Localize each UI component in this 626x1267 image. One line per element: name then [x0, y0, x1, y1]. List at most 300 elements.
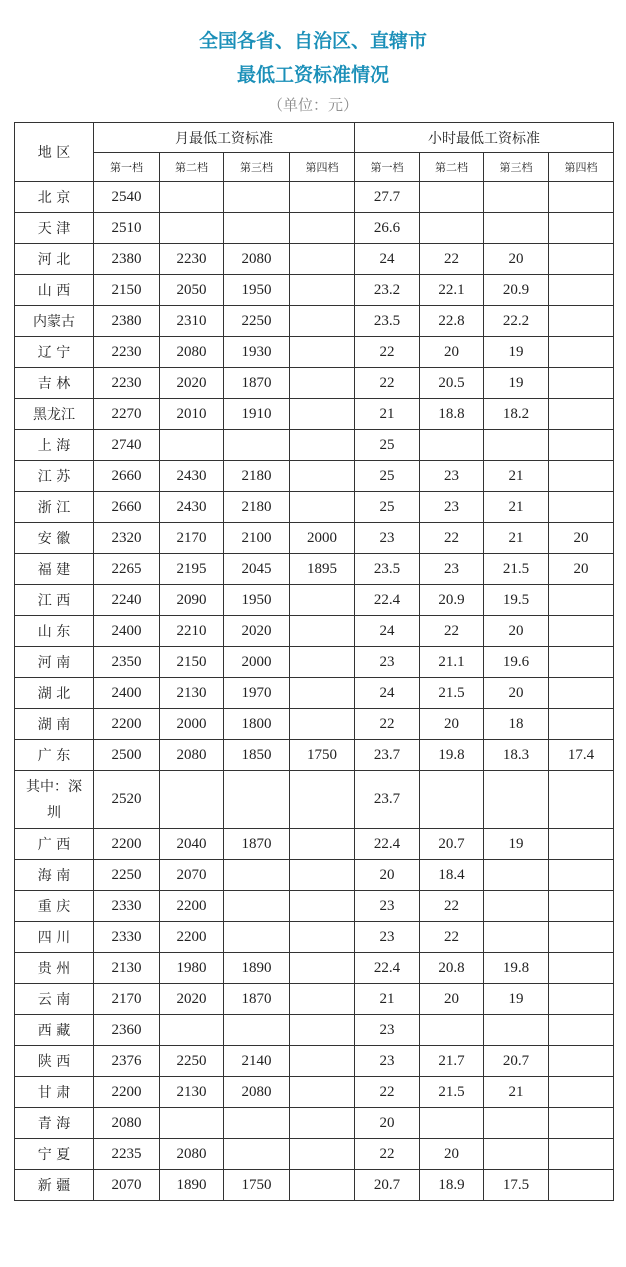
- monthly-tier-1-cell: 2230: [94, 337, 160, 368]
- monthly-tier-4-cell: [290, 368, 355, 399]
- table-row: [15, 984, 614, 1015]
- hourly-header: 小时最低工资标准: [355, 123, 614, 153]
- monthly-tier-1-cell: 2350: [94, 647, 160, 678]
- hourly-tier-3-cell: 20: [484, 616, 549, 647]
- page-title: 全国各省、自治区、直辖市: [198, 30, 427, 52]
- region-name: 陕 西: [37, 1054, 71, 1070]
- monthly-tier-2-cell: [160, 213, 224, 244]
- table-row: [15, 182, 614, 213]
- monthly-tier-4-cell: [290, 616, 355, 647]
- monthly-tier-1-cell: 2660: [94, 461, 160, 492]
- monthly-tier-1-cell: 2500: [94, 740, 160, 771]
- hourly-tier-2-cell: [420, 771, 484, 829]
- monthly-tier-2-cell: 2050: [160, 275, 224, 306]
- hourly-tier-2-cell: 22.8: [420, 306, 484, 337]
- hourly-tier-1-cell: 20.7: [355, 1170, 420, 1201]
- region-cell: [15, 492, 94, 523]
- hourly-tier-2-header: 第二档: [420, 153, 484, 182]
- monthly-tier-1-cell: 2740: [94, 430, 160, 461]
- region-name: 辽 宁: [37, 345, 71, 361]
- hourly-tier-4-cell: [549, 399, 614, 430]
- region-name: 吉 林: [37, 376, 71, 392]
- hourly-tier-4-cell: [549, 922, 614, 953]
- region-cell: [15, 213, 94, 244]
- monthly-tier-3-cell: 1930: [224, 337, 290, 368]
- region-cell: [15, 461, 94, 492]
- monthly-tier-4-cell: [290, 860, 355, 891]
- monthly-tier-3-cell: 2100: [224, 523, 290, 554]
- region-cell: [15, 1139, 94, 1170]
- table-row: [15, 860, 614, 891]
- monthly-tier-3-cell: 2180: [224, 461, 290, 492]
- hourly-tier-4-cell: [549, 616, 614, 647]
- hourly-tier-1-cell: 23: [355, 647, 420, 678]
- monthly-tier-2-cell: 2150: [160, 647, 224, 678]
- monthly-tier-3-cell: 2000: [224, 647, 290, 678]
- hourly-tier-2-cell: 20.7: [420, 829, 484, 860]
- hourly-tier-4-cell: [549, 1077, 614, 1108]
- region-cell: [15, 922, 94, 953]
- hourly-tier-4-cell: [549, 891, 614, 922]
- region-name: 浙 江: [37, 500, 71, 516]
- hourly-tier-1-cell: 25: [355, 430, 420, 461]
- hourly-tier-3-cell: 19: [484, 337, 549, 368]
- hourly-tier-4-cell: [549, 368, 614, 399]
- hourly-tier-1-header: 第一档: [355, 153, 420, 182]
- hourly-tier-1-cell: 22.4: [355, 585, 420, 616]
- monthly-tier-1-header: 第一档: [94, 153, 160, 182]
- monthly-tier-3-cell: [224, 891, 290, 922]
- region-cell: [15, 678, 94, 709]
- hourly-tier-4-cell: [549, 430, 614, 461]
- monthly-tier-3-cell: [224, 860, 290, 891]
- hourly-tier-2-cell: 22.1: [420, 275, 484, 306]
- monthly-tier-3-cell: [224, 922, 290, 953]
- hourly-tier-1-cell: 20: [355, 860, 420, 891]
- monthly-tier-2-cell: 2040: [160, 829, 224, 860]
- monthly-tier-1-cell: 2376: [94, 1046, 160, 1077]
- hourly-tier-4-cell: [549, 647, 614, 678]
- hourly-tier-2-cell: 23: [420, 461, 484, 492]
- monthly-tier-2-cell: 2250: [160, 1046, 224, 1077]
- region-cell: [15, 430, 94, 461]
- hourly-tier-4-cell: [549, 1139, 614, 1170]
- monthly-tier-1-cell: 2200: [94, 709, 160, 740]
- hourly-tier-1-cell: 20: [355, 1108, 420, 1139]
- hourly-tier-2-cell: 23: [420, 492, 484, 523]
- monthly-tier-3-cell: [224, 1015, 290, 1046]
- monthly-tier-4-cell: [290, 891, 355, 922]
- monthly-tier-2-cell: 1980: [160, 953, 224, 984]
- monthly-tier-1-cell: 2520: [94, 771, 160, 829]
- hourly-tier-4-cell: [549, 953, 614, 984]
- monthly-tier-3-cell: [224, 213, 290, 244]
- hourly-tier-2-cell: [420, 213, 484, 244]
- hourly-tier-3-cell: 21: [484, 461, 549, 492]
- region-cell: [15, 740, 94, 771]
- region-name: 重 庆: [37, 899, 71, 915]
- monthly-tier-4-cell: [290, 922, 355, 953]
- hourly-tier-2-cell: 20.9: [420, 585, 484, 616]
- table-row: [15, 1077, 614, 1108]
- monthly-tier-1-cell: 2150: [94, 275, 160, 306]
- hourly-tier-1-cell: 23: [355, 1015, 420, 1046]
- hourly-tier-1-cell: 23.5: [355, 306, 420, 337]
- table-row: [15, 306, 614, 337]
- table-row: [15, 771, 614, 829]
- hourly-tier-2-cell: 20.8: [420, 953, 484, 984]
- hourly-tier-2-cell: [420, 182, 484, 213]
- hourly-tier-2-cell: 22: [420, 891, 484, 922]
- hourly-tier-2-cell: 18.8: [420, 399, 484, 430]
- monthly-tier-2-cell: 2200: [160, 891, 224, 922]
- monthly-tier-2-cell: 2000: [160, 709, 224, 740]
- monthly-tier-1-cell: 2200: [94, 1077, 160, 1108]
- region-name: 其中：深圳: [26, 778, 82, 821]
- monthly-tier-4-cell: [290, 1015, 355, 1046]
- monthly-tier-4-cell: [290, 306, 355, 337]
- monthly-tier-2-cell: [160, 771, 224, 829]
- monthly-tier-3-cell: 1950: [224, 585, 290, 616]
- region-header: 地 区: [15, 123, 94, 182]
- region-name: 西 藏: [37, 1023, 71, 1039]
- table-row: [15, 368, 614, 399]
- hourly-tier-4-header: 第四档: [549, 153, 614, 182]
- monthly-tier-3-header: 第三档: [224, 153, 290, 182]
- hourly-tier-4-cell: [549, 829, 614, 860]
- monthly-tier-3-cell: 2045: [224, 554, 290, 585]
- region-cell: [15, 275, 94, 306]
- hourly-tier-2-cell: 19.8: [420, 740, 484, 771]
- hourly-tier-3-cell: [484, 182, 549, 213]
- monthly-tier-1-cell: 2360: [94, 1015, 160, 1046]
- unit-note: （单位：元）: [267, 96, 358, 114]
- monthly-tier-2-cell: 2020: [160, 368, 224, 399]
- monthly-tier-4-header: 第四档: [290, 153, 355, 182]
- hourly-tier-3-cell: 20: [484, 678, 549, 709]
- region-name: 青 海: [37, 1116, 71, 1132]
- hourly-tier-4-cell: [549, 1108, 614, 1139]
- monthly-tier-1-cell: 2270: [94, 399, 160, 430]
- hourly-tier-4-cell: [549, 182, 614, 213]
- region-cell: [15, 182, 94, 213]
- region-name: 云 南: [37, 992, 71, 1008]
- table-row: [15, 740, 614, 771]
- hourly-tier-3-cell: 20: [484, 244, 549, 275]
- hourly-tier-3-cell: 19.8: [484, 953, 549, 984]
- monthly-tier-1-cell: 2265: [94, 554, 160, 585]
- region-name: 山 西: [37, 283, 71, 299]
- monthly-tier-1-cell: 2130: [94, 953, 160, 984]
- hourly-tier-1-cell: 22: [355, 337, 420, 368]
- monthly-tier-1-cell: 2320: [94, 523, 160, 554]
- hourly-tier-1-cell: 23.2: [355, 275, 420, 306]
- monthly-header: 月最低工资标准: [94, 123, 355, 153]
- monthly-tier-4-cell: 2000: [290, 523, 355, 554]
- hourly-tier-2-cell: 20.5: [420, 368, 484, 399]
- page-subtitle: 最低工资标准情况: [236, 64, 389, 86]
- monthly-tier-3-cell: 2080: [224, 1077, 290, 1108]
- region-cell: [15, 585, 94, 616]
- hourly-tier-4-cell: [549, 461, 614, 492]
- region-cell: [15, 709, 94, 740]
- hourly-tier-3-cell: 19: [484, 368, 549, 399]
- region-cell: [15, 647, 94, 678]
- monthly-tier-3-cell: 2140: [224, 1046, 290, 1077]
- hourly-tier-1-cell: 23.7: [355, 771, 420, 829]
- region-cell: [15, 616, 94, 647]
- monthly-tier-2-cell: 1890: [160, 1170, 224, 1201]
- hourly-tier-2-cell: 20: [420, 1139, 484, 1170]
- hourly-tier-3-cell: 18.3: [484, 740, 549, 771]
- table-row: [15, 1108, 614, 1139]
- monthly-tier-1-cell: 2330: [94, 922, 160, 953]
- hourly-tier-3-cell: [484, 922, 549, 953]
- table-row: [15, 244, 614, 275]
- hourly-tier-1-cell: 21: [355, 984, 420, 1015]
- hourly-tier-3-cell: 20.9: [484, 275, 549, 306]
- table-row: [15, 275, 614, 306]
- monthly-tier-2-cell: 2090: [160, 585, 224, 616]
- hourly-tier-4-cell: [549, 860, 614, 891]
- hourly-tier-4-cell: 20: [549, 554, 614, 585]
- monthly-tier-1-cell: 2330: [94, 891, 160, 922]
- monthly-tier-3-cell: 2020: [224, 616, 290, 647]
- hourly-tier-2-cell: 20: [420, 984, 484, 1015]
- hourly-tier-1-cell: 27.7: [355, 182, 420, 213]
- hourly-tier-3-cell: [484, 430, 549, 461]
- region-name: 北 京: [37, 190, 71, 206]
- monthly-tier-3-cell: [224, 1108, 290, 1139]
- monthly-tier-4-cell: [290, 182, 355, 213]
- monthly-tier-4-cell: [290, 1046, 355, 1077]
- region-cell: [15, 984, 94, 1015]
- table-row: [15, 709, 614, 740]
- hourly-tier-1-cell: 23.5: [355, 554, 420, 585]
- table-row: [15, 1170, 614, 1201]
- hourly-tier-3-header: 第三档: [484, 153, 549, 182]
- monthly-tier-3-cell: 1870: [224, 368, 290, 399]
- region-cell: [15, 368, 94, 399]
- hourly-tier-1-cell: 23: [355, 891, 420, 922]
- hourly-tier-3-cell: 19: [484, 984, 549, 1015]
- hourly-tier-4-cell: [549, 678, 614, 709]
- hourly-tier-2-cell: 21.5: [420, 678, 484, 709]
- minimum-wage-table: [14, 122, 614, 1201]
- monthly-tier-2-cell: [160, 182, 224, 213]
- hourly-tier-2-cell: 21.1: [420, 647, 484, 678]
- monthly-tier-4-cell: [290, 1170, 355, 1201]
- monthly-tier-3-cell: 1890: [224, 953, 290, 984]
- hourly-tier-2-cell: 22: [420, 244, 484, 275]
- monthly-tier-1-cell: 2400: [94, 616, 160, 647]
- table-row: [15, 647, 614, 678]
- region-name: 江 苏: [37, 469, 71, 485]
- monthly-tier-3-cell: 1750: [224, 1170, 290, 1201]
- hourly-tier-3-cell: [484, 771, 549, 829]
- table-row: [15, 1046, 614, 1077]
- hourly-tier-1-cell: 22.4: [355, 829, 420, 860]
- monthly-tier-3-cell: [224, 1139, 290, 1170]
- hourly-tier-4-cell: [549, 585, 614, 616]
- monthly-tier-2-cell: 2310: [160, 306, 224, 337]
- monthly-tier-4-cell: [290, 953, 355, 984]
- region-cell: [15, 399, 94, 430]
- table-row: [15, 430, 614, 461]
- monthly-tier-4-cell: 1895: [290, 554, 355, 585]
- monthly-tier-4-cell: [290, 984, 355, 1015]
- monthly-tier-2-cell: 2170: [160, 523, 224, 554]
- region-name: 上 海: [37, 438, 71, 454]
- table-row: [15, 554, 614, 585]
- region-name: 河 南: [37, 655, 71, 671]
- region-cell: [15, 554, 94, 585]
- monthly-tier-2-cell: 2210: [160, 616, 224, 647]
- monthly-tier-2-cell: 2130: [160, 678, 224, 709]
- hourly-tier-3-cell: 19.6: [484, 647, 549, 678]
- hourly-tier-3-cell: [484, 1108, 549, 1139]
- region-cell: [15, 829, 94, 860]
- monthly-tier-2-cell: 2070: [160, 860, 224, 891]
- table-row: [15, 213, 614, 244]
- monthly-tier-4-cell: [290, 771, 355, 829]
- hourly-tier-4-cell: [549, 1170, 614, 1201]
- monthly-tier-3-cell: 1870: [224, 984, 290, 1015]
- table-row: [15, 461, 614, 492]
- region-name: 江 西: [37, 593, 71, 609]
- monthly-tier-2-cell: [160, 430, 224, 461]
- hourly-tier-3-cell: 19.5: [484, 585, 549, 616]
- hourly-tier-1-cell: 24: [355, 616, 420, 647]
- table-row: [15, 922, 614, 953]
- hourly-tier-4-cell: [549, 771, 614, 829]
- monthly-tier-3-cell: [224, 430, 290, 461]
- hourly-tier-2-cell: 20: [420, 709, 484, 740]
- hourly-tier-1-cell: 24: [355, 678, 420, 709]
- hourly-tier-1-cell: 25: [355, 461, 420, 492]
- region-name: 福 建: [37, 562, 71, 578]
- region-name: 天 津: [37, 221, 71, 237]
- monthly-tier-2-cell: 2430: [160, 492, 224, 523]
- monthly-tier-1-cell: 2170: [94, 984, 160, 1015]
- monthly-tier-1-cell: 2200: [94, 829, 160, 860]
- table-row: [15, 337, 614, 368]
- region-name: 湖 北: [37, 686, 71, 702]
- region-cell: [15, 1046, 94, 1077]
- hourly-tier-3-cell: 22.2: [484, 306, 549, 337]
- hourly-tier-2-cell: 20: [420, 337, 484, 368]
- region-cell: [15, 891, 94, 922]
- monthly-tier-1-cell: 2510: [94, 213, 160, 244]
- hourly-tier-4-cell: 17.4: [549, 740, 614, 771]
- monthly-tier-3-cell: 1870: [224, 829, 290, 860]
- monthly-tier-4-cell: [290, 399, 355, 430]
- region-name: 新 疆: [37, 1178, 71, 1194]
- hourly-tier-1-cell: 22: [355, 1139, 420, 1170]
- monthly-tier-3-cell: 2180: [224, 492, 290, 523]
- region-cell: [15, 1077, 94, 1108]
- monthly-tier-3-cell: 2250: [224, 306, 290, 337]
- hourly-tier-3-cell: 18.2: [484, 399, 549, 430]
- hourly-tier-4-cell: [549, 984, 614, 1015]
- hourly-tier-2-cell: [420, 430, 484, 461]
- region-name: 河 北: [37, 252, 71, 268]
- monthly-tier-2-cell: 2020: [160, 984, 224, 1015]
- hourly-tier-3-cell: 21: [484, 523, 549, 554]
- hourly-tier-1-cell: 26.6: [355, 213, 420, 244]
- monthly-tier-4-cell: [290, 709, 355, 740]
- hourly-tier-4-cell: [549, 1015, 614, 1046]
- region-cell: [15, 306, 94, 337]
- monthly-tier-1-cell: 2380: [94, 244, 160, 275]
- monthly-tier-1-cell: 2070: [94, 1170, 160, 1201]
- hourly-tier-4-cell: [549, 337, 614, 368]
- monthly-tier-2-cell: 2080: [160, 740, 224, 771]
- region-cell: [15, 523, 94, 554]
- table-row: [15, 953, 614, 984]
- monthly-tier-4-cell: [290, 829, 355, 860]
- monthly-tier-3-cell: 1970: [224, 678, 290, 709]
- table-row: [15, 1139, 614, 1170]
- hourly-tier-2-cell: 21.7: [420, 1046, 484, 1077]
- hourly-tier-3-cell: 19: [484, 829, 549, 860]
- monthly-tier-4-cell: [290, 430, 355, 461]
- region-cell: [15, 1170, 94, 1201]
- monthly-tier-4-cell: [290, 678, 355, 709]
- monthly-tier-4-cell: [290, 1077, 355, 1108]
- hourly-tier-1-cell: 22.4: [355, 953, 420, 984]
- hourly-tier-4-cell: [549, 213, 614, 244]
- region-name: 宁 夏: [37, 1147, 71, 1163]
- region-cell: [15, 953, 94, 984]
- monthly-tier-4-cell: [290, 244, 355, 275]
- hourly-tier-3-cell: 21: [484, 492, 549, 523]
- region-cell: [15, 860, 94, 891]
- table-row: [15, 492, 614, 523]
- hourly-tier-1-cell: 21: [355, 399, 420, 430]
- hourly-tier-2-cell: 18.9: [420, 1170, 484, 1201]
- monthly-tier-1-cell: 2380: [94, 306, 160, 337]
- monthly-tier-2-cell: 2130: [160, 1077, 224, 1108]
- monthly-tier-1-cell: 2230: [94, 368, 160, 399]
- monthly-tier-4-cell: [290, 1139, 355, 1170]
- table-row: [15, 616, 614, 647]
- hourly-tier-1-cell: 23: [355, 523, 420, 554]
- hourly-tier-3-cell: [484, 213, 549, 244]
- monthly-tier-3-cell: 2080: [224, 244, 290, 275]
- hourly-tier-1-cell: 23: [355, 1046, 420, 1077]
- hourly-tier-1-cell: 25: [355, 492, 420, 523]
- hourly-tier-3-cell: [484, 891, 549, 922]
- monthly-tier-2-cell: 2010: [160, 399, 224, 430]
- monthly-tier-2-cell: 2080: [160, 337, 224, 368]
- monthly-tier-3-cell: [224, 771, 290, 829]
- table-row: [15, 1015, 614, 1046]
- region-name: 海 南: [37, 868, 71, 884]
- region-name: 贵 州: [37, 961, 71, 977]
- hourly-tier-2-cell: 23: [420, 554, 484, 585]
- hourly-tier-2-cell: 21.5: [420, 1077, 484, 1108]
- monthly-tier-2-cell: 2200: [160, 922, 224, 953]
- region-name: 湖 南: [37, 717, 71, 733]
- monthly-tier-2-cell: [160, 1015, 224, 1046]
- monthly-tier-1-cell: 2080: [94, 1108, 160, 1139]
- table-row: [15, 523, 614, 554]
- monthly-tier-3-cell: 1910: [224, 399, 290, 430]
- region-name: 广 西: [37, 837, 71, 853]
- monthly-tier-3-cell: 1950: [224, 275, 290, 306]
- region-name: 山 东: [37, 624, 71, 640]
